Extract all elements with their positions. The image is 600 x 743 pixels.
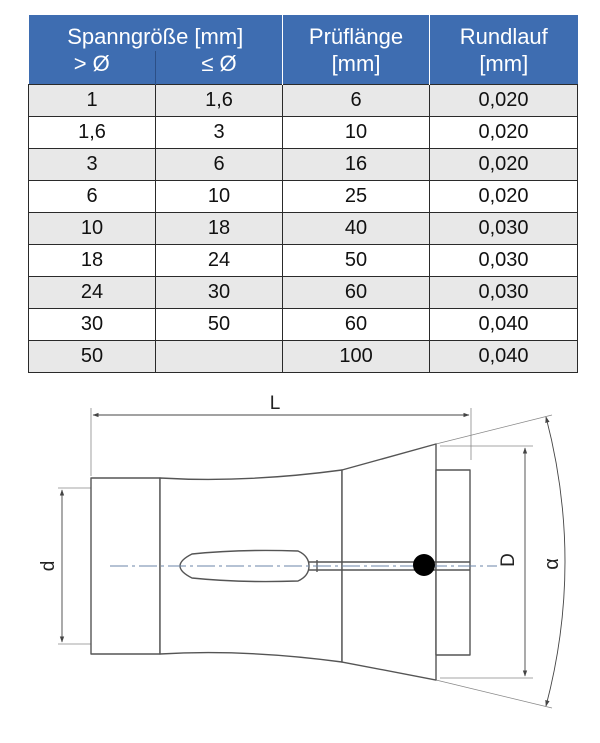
- cell-over: 6: [29, 181, 156, 213]
- label-outer-dia: D: [498, 553, 519, 567]
- cell-over: 1,6: [29, 117, 156, 149]
- cell-over: 3: [29, 149, 156, 181]
- cell-length: 50: [283, 245, 430, 277]
- table-row: [29, 341, 578, 373]
- cell-runout: 0,030: [430, 245, 578, 277]
- table-row: [29, 117, 578, 149]
- table-row: [29, 309, 578, 341]
- pin: [413, 554, 435, 576]
- cell-length: 16: [283, 149, 430, 181]
- cell-runout: 0,030: [430, 277, 578, 309]
- cell-runout: 0,020: [430, 181, 578, 213]
- header-test-length: Prüflänge: [283, 15, 430, 51]
- header-upto-dia: ≤ Ø: [156, 51, 283, 85]
- cell-upto: [156, 341, 283, 373]
- cell-length: 10: [283, 117, 430, 149]
- collet-outline: [91, 444, 470, 680]
- cell-upto: 30: [156, 277, 283, 309]
- cell-upto: 10: [156, 181, 283, 213]
- cell-runout: 0,040: [430, 341, 578, 373]
- cell-length: 6: [283, 85, 430, 117]
- cell-upto: 6: [156, 149, 283, 181]
- table-row: [29, 149, 578, 181]
- collet-drawing: [0, 388, 600, 743]
- cell-upto: 18: [156, 213, 283, 245]
- cell-over: 18: [29, 245, 156, 277]
- cell-length: 60: [283, 309, 430, 341]
- cell-runout: 0,020: [430, 117, 578, 149]
- cell-runout: 0,020: [430, 85, 578, 117]
- header-clamp-size: Spanngröße [mm]: [29, 15, 283, 51]
- table-row: [29, 213, 578, 245]
- label-length: L: [269, 393, 281, 414]
- cell-length: 100: [283, 341, 430, 373]
- cell-over: 10: [29, 213, 156, 245]
- cell-upto: 50: [156, 309, 283, 341]
- header-over-dia: > Ø: [29, 51, 156, 85]
- cell-over: 50: [29, 341, 156, 373]
- table-row: [29, 277, 578, 309]
- header-runout-unit: [mm]: [430, 51, 578, 85]
- cell-upto: 24: [156, 245, 283, 277]
- cell-over: 30: [29, 309, 156, 341]
- header-row-2: [29, 51, 578, 85]
- table-row: [29, 245, 578, 277]
- cell-upto: 1,6: [156, 85, 283, 117]
- table-row: [29, 85, 578, 117]
- cell-length: 60: [283, 277, 430, 309]
- label-inner-dia: d: [38, 560, 59, 572]
- cell-upto: 3: [156, 117, 283, 149]
- cell-over: 24: [29, 277, 156, 309]
- cell-length: 40: [283, 213, 430, 245]
- cell-runout: 0,030: [430, 213, 578, 245]
- table-row: [29, 181, 578, 213]
- label-angle: α: [541, 558, 563, 570]
- cell-length: 25: [283, 181, 430, 213]
- header-row-1: [29, 15, 578, 51]
- header-runout: Rundlauf: [430, 15, 578, 51]
- spec-table: [28, 15, 578, 373]
- cell-runout: 0,020: [430, 149, 578, 181]
- cell-over: 1: [29, 85, 156, 117]
- header-test-length-unit: [mm]: [283, 51, 430, 85]
- cell-runout: 0,040: [430, 309, 578, 341]
